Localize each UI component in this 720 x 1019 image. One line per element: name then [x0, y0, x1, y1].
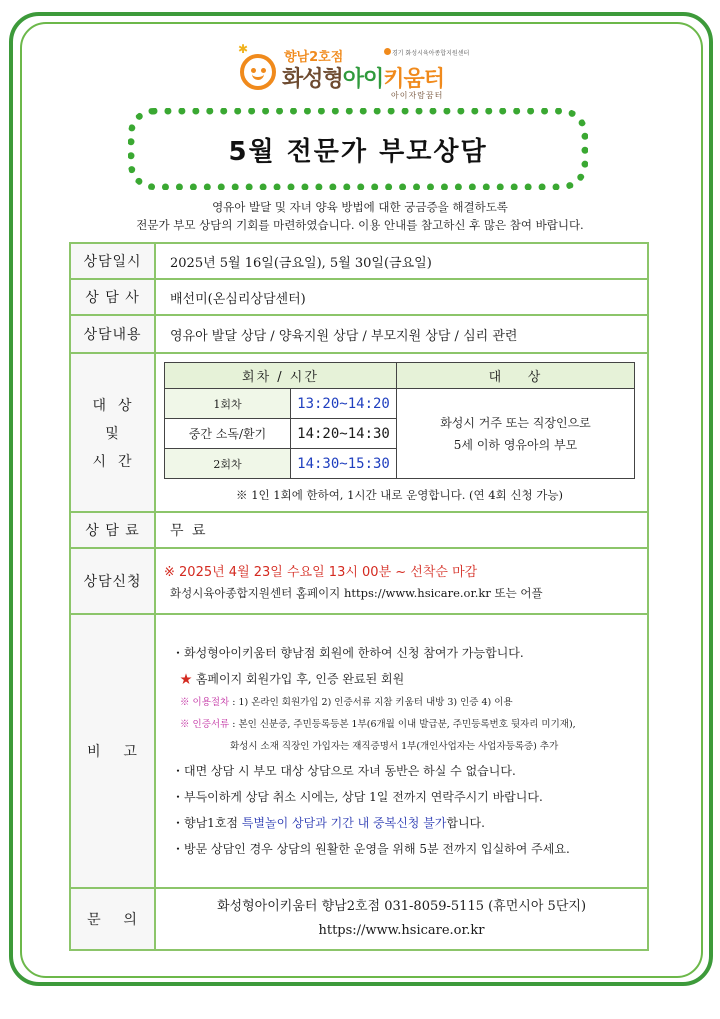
- page-title: 5월 전문가 부모상담: [228, 136, 488, 167]
- label-fee: 상 담 료: [70, 512, 155, 548]
- docs-line: ※ 인증서류 : 본인 신분증, 주민등록등본 1부(6개월 이내 발급분, 주민등록번호 뒷자리 미기재),: [180, 719, 576, 730]
- label-remarks: 비 고: [70, 614, 155, 888]
- value-counselor: 배선미(온심리상담센터): [155, 279, 648, 315]
- target-desc: 화성시 거주 또는 직장인으로 5세 이하 영유아의 부모: [397, 389, 635, 479]
- row-target: [70, 353, 648, 512]
- row-apply: [70, 548, 648, 614]
- star-icon: ✱: [238, 42, 249, 56]
- schedule-table: [164, 362, 635, 479]
- label-counselor: 상 담 사: [70, 279, 155, 315]
- smile-face-icon: [240, 54, 276, 90]
- row-content: [70, 315, 648, 353]
- remark-line: ★ 홈페이지 회원가입 후, 인증 완료된 회원: [180, 672, 405, 686]
- label-target: 대 상 및 시 간: [70, 353, 155, 512]
- apply-channel: 화성시육아종합지원센터 홈페이지 https://www.hsicare.or.kr 또는 어플: [170, 586, 543, 600]
- docs-line-2: 화성시 소재 직장인 가입자는 재직증명서 1부(개인사업자는 사업자등록증) 추가: [230, 741, 559, 752]
- session-row: 2회차 14:30~15:30: [165, 449, 635, 479]
- label-apply: 상담신청: [70, 548, 155, 614]
- logo-branch: 향남2호점: [284, 50, 344, 65]
- value-contact: [155, 888, 648, 950]
- remark-line: ・향남1호점 특별놀이 상담과 기간 내 중복신청 불가합니다.: [172, 816, 485, 830]
- value-remarks: [155, 614, 648, 888]
- logo: [236, 40, 496, 100]
- row-remarks: [70, 614, 648, 888]
- value-date: 2025년 5월 16일(금요일), 5월 30일(금요일): [155, 243, 648, 279]
- remark-line: ・부득이하게 상담 취소 시에는, 상담 1일 전까지 연락주시기 바랍니다.: [172, 790, 543, 804]
- contact-url: https://www.hsicare.or.kr: [318, 923, 485, 938]
- remark-line: ・화성형아이키움터 향남점 회원에 한하여 신청 참여가 가능합니다.: [172, 646, 524, 660]
- target-note: ※ 1인 1회에 한하여, 1시간 내로 운영합니다. (연 4회 신청 가능): [236, 488, 563, 502]
- remark-line: ・대면 상담 시 부모 대상 상담으로 자녀 동반은 하실 수 없습니다.: [172, 764, 516, 778]
- logo-subtitle: 아이자람꿈터: [391, 91, 444, 100]
- info-table: [69, 242, 649, 951]
- title-box: [128, 108, 588, 190]
- row-fee: [70, 512, 648, 548]
- remark-line: ・방문 상담인 경우 상담의 원활한 운영을 위해 5분 전까지 입실하여 주세요.: [172, 842, 570, 856]
- value-fee: 무 료: [155, 512, 648, 548]
- label-contact: 문 의: [70, 888, 155, 950]
- label-content: 상담내용: [70, 315, 155, 353]
- row-contact: [70, 888, 648, 950]
- intro-text: [40, 198, 680, 234]
- value-target: [155, 353, 648, 512]
- logo-org: 경기 화성시육아종합지원센터: [392, 50, 470, 57]
- intro-line-1: 영유아 발달 및 자녀 양육 방법에 대한 궁금증을 해결하도록: [212, 200, 508, 214]
- header-target: 대 상: [397, 363, 635, 389]
- row-counselor: [70, 279, 648, 315]
- contact-line: 화성형아이키움터 향남2호점 031-8059-5115 (휴먼시아 5단지): [216, 899, 587, 914]
- logo-name: 화성형아이키움터: [282, 67, 445, 92]
- label-date: 상담일시: [70, 243, 155, 279]
- procedure-line: ※ 이용절차 : 1) 온라인 회원가입 2) 인증서류 지참 키움터 내방 3) 인증 4) 이용: [180, 697, 513, 708]
- session-row: 1회차 13:20~14:20 화성시 거주 또는 직장인으로 5세 이하 영유아의 부모: [165, 389, 635, 419]
- org-mark-icon: [384, 48, 391, 55]
- header-session: 회차 / 시간: [165, 363, 397, 389]
- row-date: [70, 243, 648, 279]
- apply-deadline: ※ 2025년 4월 23일 수요일 13시 00분 ~ 선착순 마감: [164, 565, 478, 580]
- value-content: 영유아 발달 상담 / 양육지원 상담 / 부모지원 상담 / 심리 관련: [155, 315, 648, 353]
- intro-line-2: 전문가 부모 상담의 기회를 마련하였습니다. 이용 안내를 참고하신 후 많은 참여 바랍니다.: [136, 218, 584, 232]
- star-icon: ★: [180, 672, 193, 686]
- session-row: 중간 소독/환기 14:20~14:30: [165, 419, 635, 449]
- value-apply: [155, 548, 648, 614]
